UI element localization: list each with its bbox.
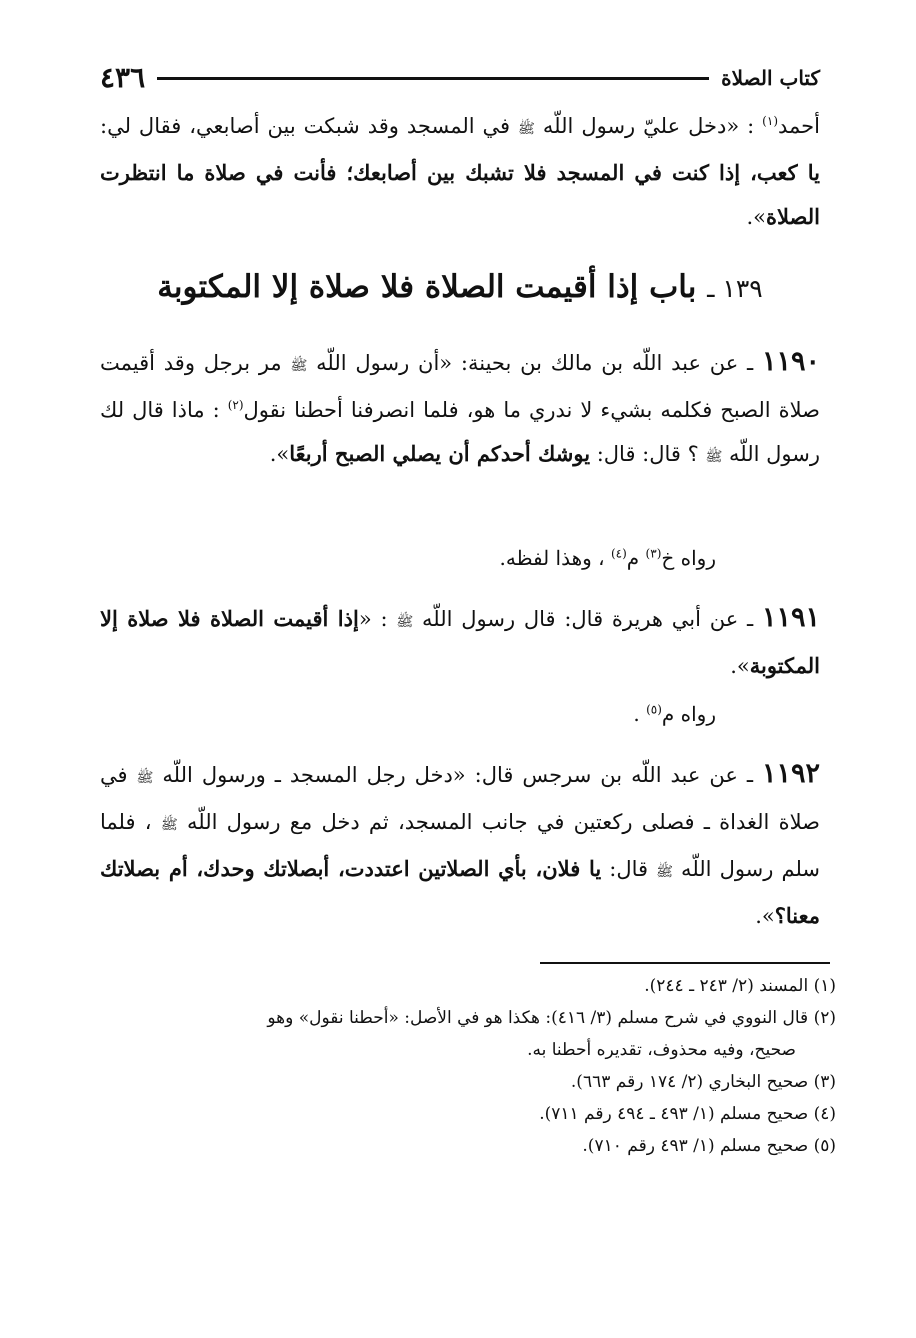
hadith-text: ».	[730, 654, 750, 678]
hadith-quote-bold: إذا أقيمت الصلاة فلا صلاة إلا المكتوبة	[100, 606, 820, 678]
hadith-text: : ماذا قال لك رسول اللّه	[100, 398, 820, 466]
running-title: كتاب الصلاة	[721, 66, 820, 90]
narration-text: رواه خ	[661, 546, 716, 570]
hadith-text: ـ عن عبد اللّه بن مالك بن بحينة: «أن رسول اللّه	[307, 351, 762, 375]
hadith-number: ١١٩٠	[762, 346, 821, 377]
narration-text: رواه م	[661, 702, 716, 726]
footnote-ref-1: (١)	[762, 114, 778, 128]
footnote-2-continuation: صحيح، وفيه محذوف، تقديره أحطنا به.	[527, 1040, 796, 1060]
intro-text: في المسجد وقد شبكت بين أصابعي، فقال لي:	[100, 114, 519, 138]
salutation-glyph: ﷺ	[656, 864, 673, 880]
hadith-text: ».	[755, 904, 775, 928]
salutation-glyph: ﷺ	[518, 121, 535, 137]
narration-1191	[633, 694, 716, 734]
intro-text: أحمد	[778, 114, 820, 138]
footnote-1: (١) المسند (٢/ ٢٤٣ ـ ٢٤٤).	[644, 976, 836, 996]
salutation-glyph: ﷺ	[160, 817, 178, 833]
footnote-4: (٤) صحيح مسلم (١/ ٤٩٣ ـ ٤٩٤ رقم ٧١١).	[539, 1104, 836, 1124]
narration-1190	[499, 538, 716, 578]
hadith-1190	[100, 340, 820, 479]
salutation-glyph: ﷺ	[290, 358, 308, 374]
narration-text: م	[626, 546, 646, 570]
hadith-text: ـ عن أبي هريرة قال: قال رسول اللّه	[413, 607, 762, 631]
footnote-ref-4: (٤)	[610, 546, 627, 561]
hadith-text: ».	[269, 442, 290, 466]
salutation-glyph: ﷺ	[396, 614, 414, 630]
footnote-ref-5: (٥)	[646, 702, 662, 717]
hadith-1192	[100, 752, 820, 938]
hadith-number: ١١٩٢	[761, 758, 820, 789]
salutation-glyph: ﷺ	[136, 770, 154, 786]
salutation-glyph: ﷺ	[705, 449, 723, 465]
hadith-text: ، فلما سلم رسول اللّه	[100, 810, 820, 881]
hadith-text: قال:	[601, 857, 657, 881]
footnote-2: (٢) قال النووي في شرح مسلم (٣/ ٤١٦): هكذا هو في الأصل: «أحطنا نقول» وهو	[267, 1008, 836, 1028]
footnote-ref-2: (٢)	[227, 398, 244, 412]
header-rule	[157, 77, 709, 80]
hadith-text: ـ عن عبد اللّه بن سرجس قال: «دخل رجل المسجد ـ ورسول اللّه	[153, 763, 762, 787]
page-number: ٤٣٦	[100, 61, 146, 94]
hadith-text: ؟ قال: قال:	[590, 442, 706, 466]
footnote-ref-3: (٣)	[645, 546, 662, 561]
hadith-quote-bold: يا كعب، إذا كنت في المسجد فلا تشبك بين أصابعك؛ فأنت في صلاة ما انتظرت الصلاة	[100, 160, 820, 229]
footnote-5: (٥) صحيح مسلم (١/ ٤٩٣ رقم ٧١٠).	[582, 1136, 836, 1156]
narration-text: .	[633, 702, 647, 726]
page-header	[100, 58, 820, 98]
intro-text: ».	[746, 205, 767, 229]
hadith-text: : «	[358, 607, 397, 631]
intro-paragraph	[100, 104, 820, 239]
intro-text: : «دخل عليّ رسول اللّه	[534, 114, 763, 138]
hadith-number: ١١٩١	[761, 602, 820, 633]
chapter-title: باب إذا أقيمت الصلاة فلا صلاة إلا المكتوبة	[157, 269, 708, 305]
chapter-number: ١٣٩ ـ	[707, 274, 763, 303]
footnote-3: (٣) صحيح البخاري (٢/ ١٧٤ رقم ٦٦٣).	[570, 1072, 836, 1092]
footnote-separator	[540, 962, 830, 964]
narration-text: ، وهذا لفظه.	[499, 546, 611, 570]
footnotes	[100, 970, 836, 1162]
hadith-1191	[100, 596, 820, 688]
hadith-quote-bold: يوشك أحدكم أن يصلي الصبح أربعًا	[289, 441, 591, 466]
hadith-quote-bold: يا فلان، بأي الصلاتين اعتددت، أبصلاتك وحدك، أم بصلاتك معنا؟	[100, 856, 820, 928]
hadith-text: في صلاة الغداة ـ فصلى ركعتين في جانب المسجد، ثم دخل مع رسول اللّه	[100, 763, 820, 834]
chapter-heading	[100, 262, 820, 314]
hadith-text: مر برجل وقد أقيمت صلاة الصبح فكلمه بشيء لا ندري ما هو، فلما انصرفنا أحطنا نقول	[100, 351, 820, 422]
